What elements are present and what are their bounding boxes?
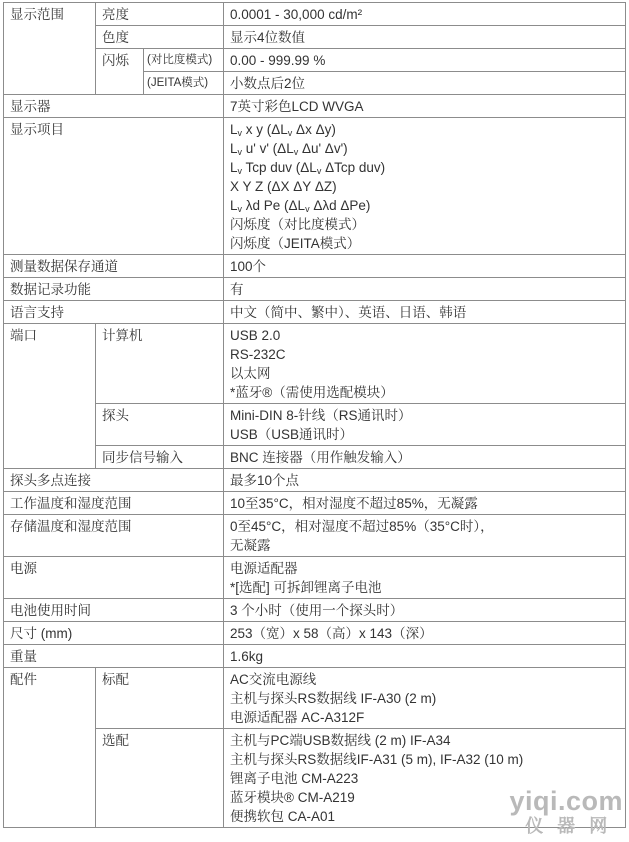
row-data-logging	[4, 278, 626, 301]
display-item-5: 闪烁度（对比度模式）	[230, 217, 365, 232]
watermark-cn: 仪器网	[525, 816, 622, 836]
data-logging-value: 有	[224, 278, 626, 301]
row-luminance	[4, 3, 626, 26]
ports-sync-value: BNC 连接器（用作触发输入）	[224, 446, 626, 469]
dimensions-value: 253（宽）x 58（高）x 143（深）	[224, 622, 626, 645]
display-item-1: $L_v$ u' v' ($\Delta L_v$ Δu' Δv')	[230, 141, 348, 157]
row-accessories-standard	[4, 668, 626, 729]
flicker-label: 闪烁	[96, 49, 144, 95]
accessories-optional-label: 选配	[96, 729, 224, 828]
storage-env-value: 0至45°C，相对湿度不超过85%（35°C时），	[230, 519, 494, 534]
accessory-standard-item: AC交流电源线	[230, 672, 317, 687]
languages-label: 语言支持	[4, 301, 224, 324]
accessory-standard-item: 电源适配器 AC-A312F	[230, 710, 365, 725]
display-item-6: 闪烁度（JEITA模式）	[230, 236, 361, 251]
dimensions-label: 尺寸 (mm)	[4, 622, 224, 645]
accessory-optional-item: 便携软包 CA-A01	[230, 809, 336, 824]
flicker-contrast-mode-label: (对比度模式)	[144, 49, 224, 72]
row-display	[4, 95, 626, 118]
display-items-values	[224, 118, 626, 255]
multi-probe-label: 探头多点连接	[4, 469, 224, 492]
row-chromaticity	[4, 26, 626, 49]
multi-probe-value: 最多10个点	[224, 469, 626, 492]
weight-value: 1.6kg	[224, 645, 626, 668]
row-multi-probe	[4, 469, 626, 492]
flicker-jeita-mode-value: 小数点后2位	[224, 72, 626, 95]
display-value: 7英寸彩色LCD WVGA	[224, 95, 626, 118]
battery-life-value: 3 个小时（使用一个探头时）	[224, 599, 626, 622]
display-items-label: 显示项目	[4, 118, 224, 255]
row-flicker-contrast	[4, 49, 626, 72]
watermark-logo	[509, 788, 623, 835]
ports-computer-value: RS-232C	[230, 347, 286, 362]
power-label: 电源	[4, 557, 224, 599]
ports-computer-value: *蓝牙®（需使用选配模块）	[230, 385, 394, 400]
spec-table	[3, 2, 626, 828]
data-logging-label: 数据记录功能	[4, 278, 224, 301]
ports-computer-value: 以太网	[230, 366, 271, 381]
accessory-optional-item: 锂离子电池 CM-A223	[230, 771, 359, 786]
row-ports-sync	[4, 446, 626, 469]
accessories-standard-values	[224, 668, 626, 729]
accessory-standard-item: 主机与探头RS数据线 IF-A30 (2 m)	[230, 691, 437, 706]
display-range-label: 显示范围	[4, 3, 96, 95]
display-item-3: X Y Z (ΔX ΔY ΔZ)	[230, 179, 337, 194]
memory-channels-label: 测量数据保存通道	[4, 255, 224, 278]
display-item-0: $L_v$ x y ($\Delta L_v$ Δx Δy)	[230, 122, 336, 138]
display-label: 显示器	[4, 95, 224, 118]
power-value: 电源适配器	[230, 561, 298, 576]
ports-label: 端口	[4, 324, 96, 469]
battery-life-label: 电池使用时间	[4, 599, 224, 622]
accessories-label: 配件	[4, 668, 96, 828]
row-ports-computer	[4, 324, 626, 404]
row-display-items	[4, 118, 626, 255]
ports-computer-values	[224, 324, 626, 404]
row-dimensions	[4, 622, 626, 645]
row-battery-life	[4, 599, 626, 622]
row-weight	[4, 645, 626, 668]
display-item-4: $L_v$ λd Pe ($\Delta L_v$ Δλd ΔPe)	[230, 198, 371, 214]
storage-env-value: 无凝露	[230, 538, 271, 553]
ports-probe-value: USB（USB通讯时）	[230, 427, 354, 442]
ports-computer-label: 计算机	[96, 324, 224, 404]
flicker-jeita-mode-label: (JEITA模式)	[144, 72, 224, 95]
accessory-optional-item: 蓝牙模块® CM-A219	[230, 790, 355, 805]
storage-env-label: 存储温度和湿度范围	[4, 515, 224, 557]
accessories-standard-label: 标配	[96, 668, 224, 729]
row-storage-env	[4, 515, 626, 557]
accessory-optional-item: 主机与探头RS数据线IF-A31 (5 m), IF-A32 (10 m)	[230, 752, 524, 767]
row-power	[4, 557, 626, 599]
ports-probe-values	[224, 404, 626, 446]
luminance-label: 亮度	[96, 3, 224, 26]
row-languages	[4, 301, 626, 324]
ports-probe-value: Mini-DIN 8-针线（RS通讯时）	[230, 408, 412, 423]
power-value: *[选配] 可拆卸锂离子电池	[230, 580, 382, 595]
ports-computer-value: USB 2.0	[230, 328, 281, 343]
accessory-optional-item: 主机与PC端USB数据线 (2 m) IF-A34	[230, 733, 451, 748]
ports-probe-label: 探头	[96, 404, 224, 446]
operating-env-value: 10至35°C，相对湿度不超过85%，无凝露	[224, 492, 626, 515]
flicker-contrast-mode-value: 0.00 - 999.99 %	[224, 49, 626, 72]
operating-env-label: 工作温度和湿度范围	[4, 492, 224, 515]
display-item-2: $L_v$ Tcp duv ($\Delta L_v$ ΔTcp duv)	[230, 160, 386, 176]
row-operating-env	[4, 492, 626, 515]
row-ports-probe	[4, 404, 626, 446]
weight-label: 重量	[4, 645, 224, 668]
row-memory-channels	[4, 255, 626, 278]
luminance-value: 0.0001 - 30,000 cd/m²	[224, 3, 626, 26]
languages-value: 中文（简中、繁中）、英语、日语、韩语	[224, 301, 626, 324]
chromaticity-value: 显示4位数值	[224, 26, 626, 49]
memory-channels-value: 100个	[224, 255, 626, 278]
ports-sync-label: 同步信号输入	[96, 446, 224, 469]
watermark-en: yiqi.com	[509, 786, 623, 816]
power-values	[224, 557, 626, 599]
storage-env-values	[224, 515, 626, 557]
chromaticity-label: 色度	[96, 26, 224, 49]
